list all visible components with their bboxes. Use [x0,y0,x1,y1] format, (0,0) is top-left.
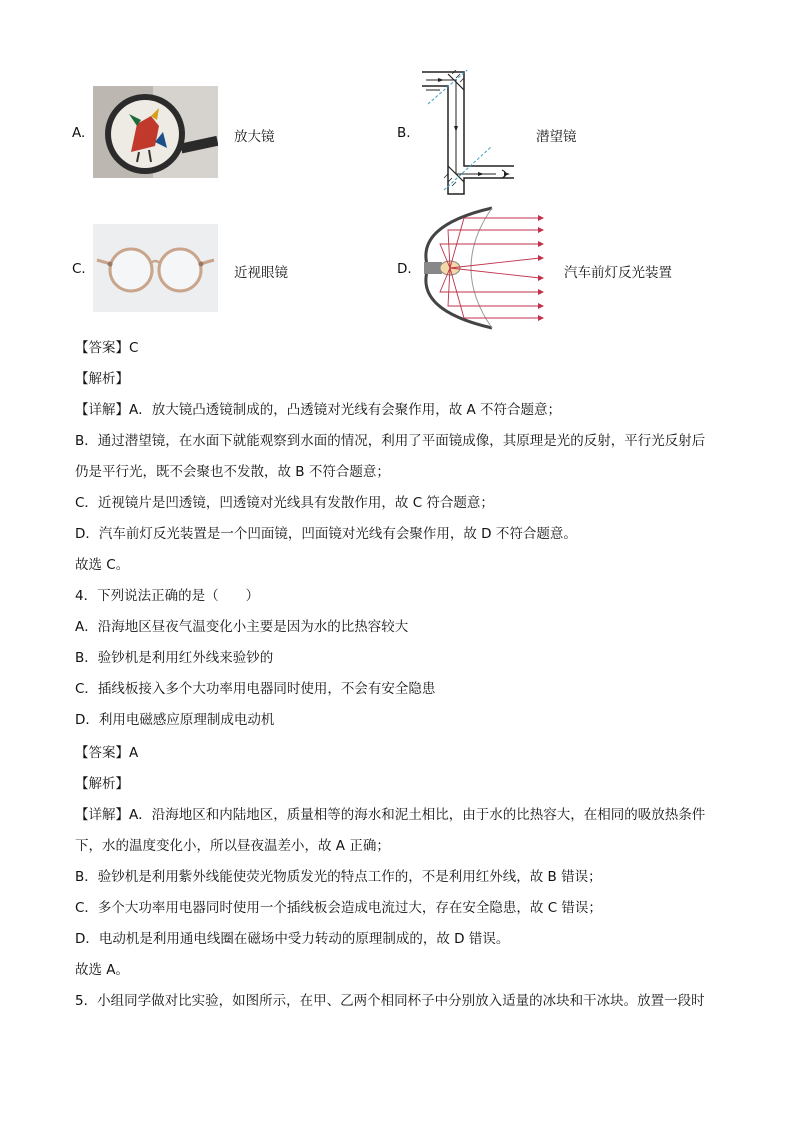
option-c-letter: C. [72,261,86,277]
q3-detail-line-1: 【详解】A．放大镜凸透镜制成的，凸透镜对光线有会聚作用，故 A 不符合题意； [75,402,562,418]
glasses-image [93,224,218,312]
q4-stem: 4．下列说法正确的是（ ） [75,588,260,604]
q3-analysis-title: 【解析】 [75,371,129,387]
q4-option-c: C．插线板接入多个大功率用电器同时使用，不会有安全隐患 [75,681,436,697]
q4-answer: 【答案】A [75,745,139,761]
q3-detail-line-5: D．汽车前灯反光装置是一个凹面镜，凹面镜对光线有会聚作用，故 D 不符合题意。 [75,526,577,542]
option-b-label: 潜望镜 [536,129,577,145]
option-a-label: 放大镜 [234,129,275,145]
q3-conclusion: 故选 C。 [75,557,130,573]
q4-option-a: A．沿海地区昼夜气温变化小主要是因为水的比热容较大 [75,619,409,635]
q3-detail-line-4: C．近视镜片是凹透镜，凹透镜对光线具有发散作用，故 C 符合题意； [75,495,494,511]
q4-option-b: B．验钞机是利用红外线来验钞的 [75,650,274,666]
q3-detail-line-3: 仍是平行光，既不会聚也不发散，故 B 不符合题意； [75,464,390,480]
option-d-label: 汽车前灯反光装置 [564,265,672,281]
option-c-label: 近视眼镜 [234,265,288,281]
q4-detail-line-2: 下，水的温度变化小，所以昼夜温差小，故 A 正确； [75,838,390,854]
option-b-letter: B. [397,125,411,141]
q4-option-d: D．利用电磁感应原理制成电动机 [75,712,275,728]
option-a-letter: A. [72,125,86,141]
magnifier-image [93,86,218,178]
option-d-letter: D. [397,261,412,277]
q4-detail-line-1: 【详解】A．沿海地区和内陆地区，质量相等的海水和泥土相比，由于水的比热容大，在相同的吸放热条件 [75,807,706,823]
q5-stem: 5．小组同学做对比实验，如图所示，在甲、乙两个相同杯子中分别放入适量的冰块和干冰块。放置一段时 [75,993,705,1009]
periscope-diagram [418,70,528,198]
q3-detail-line-2: B．通过潜望镜，在水面下就能观察到水面的情况，利用了平面镜成像，其原理是光的反射，平行光反射后 [75,433,706,449]
q4-conclusion: 故选 A。 [75,962,130,978]
q4-detail-line-4: C．多个大功率用电器同时使用一个插线板会造成电流过大，存在安全隐患，故 C 错误； [75,900,602,916]
q4-detail-line-3: B．验钞机是利用紫外线能使荧光物质发光的特点工作的，不是利用红外线，故 B 错误； [75,869,602,885]
headlight-reflector-diagram [420,206,550,330]
q4-analysis-title: 【解析】 [75,776,129,792]
q4-detail-line-5: D．电动机是利用通电线圈在磁场中受力转动的原理制成的，故 D 错误。 [75,931,510,947]
q3-answer: 【答案】C [75,340,139,356]
